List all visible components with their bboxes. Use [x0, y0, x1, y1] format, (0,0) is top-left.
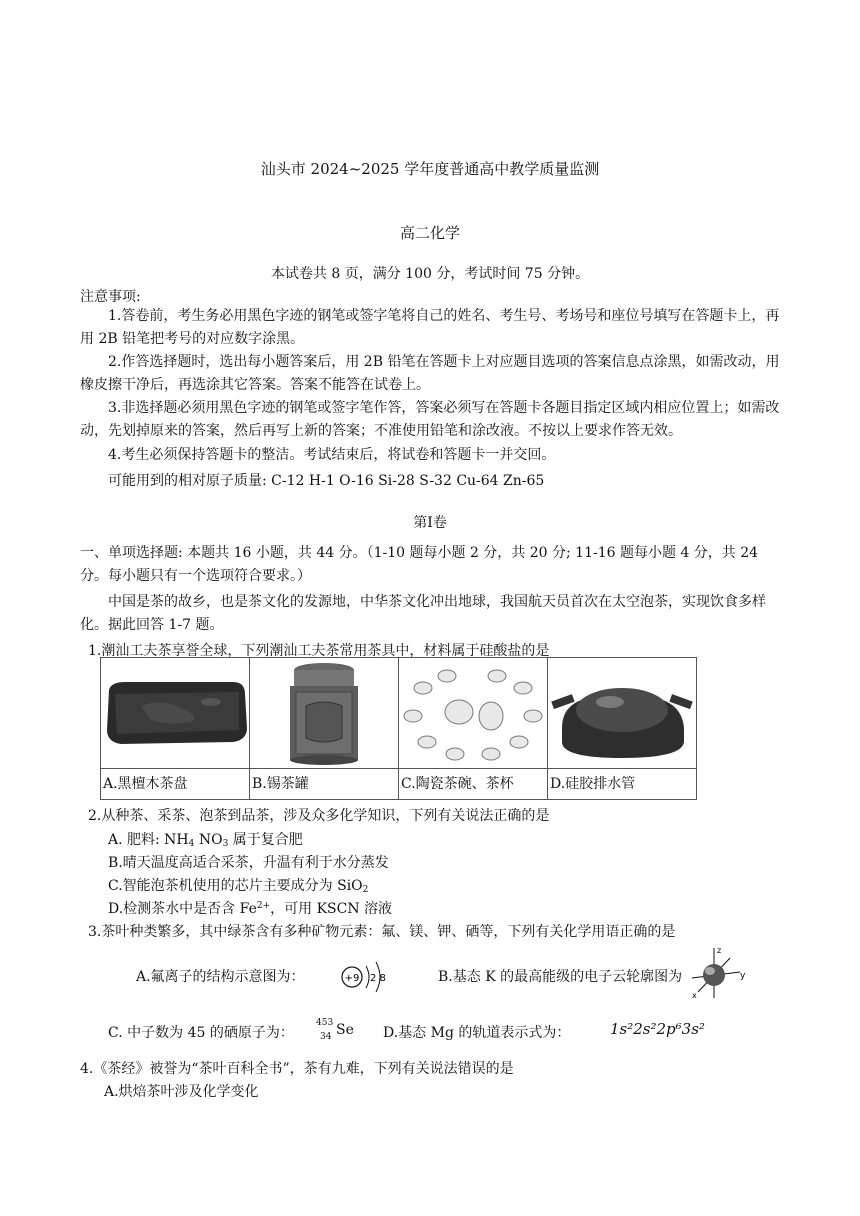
q4-stem: 4.《茶经》被誉为“茶叶百科全书”，茶有九难，下列有关说法错误的是	[80, 1061, 514, 1077]
atom-shells-label: 2 8	[370, 973, 386, 984]
exam-info: 本试卷共 8 页，满分 100 分，考试时间 75 分钟。	[270, 266, 590, 282]
q1-option-b-label: B.锡茶罐	[250, 768, 398, 799]
isotope-mass: 453	[316, 1018, 334, 1028]
q2-option-b: B.晴天温度高适合采茶，升温有利于水分蒸发	[108, 855, 389, 871]
tin-canister-image	[250, 658, 398, 768]
atomic-masses: 可能用到的相对原子质量: C-12 H-1 O-16 Si-28 S-32 Cu-64 Zn-65	[108, 473, 545, 489]
q3-option-a: A.氟离子的结构示意图为：	[136, 969, 305, 985]
q3-option-d: D.基态 Mg 的轨道表示式为：	[383, 1025, 571, 1041]
q3-option-b: B.基态 K 的最高能级的电子云轮廓图为	[438, 969, 683, 985]
q4-option-a: A.烘焙茶叶涉及化学变化	[104, 1084, 259, 1100]
q1-option-d	[548, 658, 697, 800]
q2-option-d-sup: 2+	[256, 901, 271, 911]
section-intro: 中国是茶的故乡，也是茶文化的发源地，中华茶文化冲出地球，我国航天员首次在太空泡茶，实现饮食多样化。据此回答 1-7 题。	[80, 594, 766, 633]
ceramic-teaset-image	[399, 658, 547, 768]
axis-x-label: x	[692, 991, 697, 1000]
section-instructions: 一、单项选择题: 本题共 16 小题，共 44 分。（1-10 题每小题 2 分，共 20 分; 11-16 题每小题 4 分，共 24 分。每小题只有一个选项符合要求。）	[80, 545, 759, 584]
q2-option-a	[108, 829, 303, 849]
note-2: 2.作答选择题时，选出每小题答案后，用 2B 铅笔在答题卡上对应题目选项的答案信息点涂黑，如需改动，用橡皮擦干净后，再选涂其它答案。答案不能答在试卷上。	[80, 354, 780, 393]
q3-stem: 3.茶叶种类繁多，其中绿茶含有多种矿物元素：氟、镁、钾、硒等，下列有关化学用语正确的是	[88, 924, 676, 940]
isotope-number: 34	[320, 1032, 332, 1042]
q2-option-a-post: 属于复合肥	[228, 832, 303, 848]
exam-title: 汕头市 2024~2025 学年度普通高中教学质量监测	[260, 160, 600, 178]
note-3: 3.非选择题必须用黑色字迹的钢笔或签字笔作答，答案必须写在答题卡各题目指定区域内相应位置上；如需改动，先划掉原来的答案，然后再写上新的答案；不准使用铅笔和涂改液。不按以上要求作答无效。	[80, 400, 780, 439]
q2-option-d	[108, 898, 392, 918]
q2-option-c	[108, 875, 368, 895]
subject-title: 高二化学	[399, 224, 460, 242]
note-4: 4.考生必须保持答题卡的整洁。考试结束后，将试卷和答题卡一并交回。	[108, 447, 556, 463]
mg-electron-config: 1s²2s²2p⁶3s²	[610, 1020, 705, 1038]
q1-option-a-label: A.黑檀木茶盘	[101, 768, 249, 799]
q2-option-a-mid: NO	[194, 832, 223, 848]
note-1: 1.答卷前，考生务必用黑色字迹的钢笔或签字笔将自己的姓名、考生号、考场号和座位号填写在答题卡上，再用 2B 铅笔把考号的对应数字涂黑。	[80, 308, 780, 347]
q2-option-c-text: C.智能泡茶机使用的芯片主要成分为 SiO	[108, 878, 363, 894]
q1-option-a	[101, 658, 250, 800]
q2-option-a-sub2: 3	[222, 839, 229, 849]
q1-option-c-label: C.陶瓷茶碗、茶杯	[399, 768, 547, 799]
q2-option-a-sub1: 4	[188, 839, 195, 849]
atom-nucleus-label: +9	[344, 973, 360, 984]
axis-y-label: y	[740, 971, 746, 981]
q2-option-d-text: D.检测茶水中是否含 Fe	[108, 901, 257, 917]
axis-z-label: z	[717, 946, 722, 955]
q1-option-b	[250, 658, 399, 800]
q1-option-c	[399, 658, 548, 800]
q2-option-c-sub: 2	[362, 885, 369, 895]
q2-option-d-post: ，可用 KSCN 溶液	[270, 901, 393, 917]
q1-stem: 1.潮汕工夫茶享誉全球，下列潮汕工夫茶常用茶具中，材料属于硅酸盐的是	[88, 643, 550, 659]
q3-option-c: C. 中子数为 45 的硒原子为：	[108, 1025, 294, 1041]
isotope-symbol: Se	[336, 1022, 354, 1038]
fluoride-ion-diagram	[336, 958, 396, 996]
silicone-drain-image	[548, 658, 696, 768]
section-title: 第Ⅰ卷	[413, 515, 447, 531]
orbital-diagram	[686, 944, 750, 1002]
tea-tray-image	[101, 658, 249, 768]
q1-option-d-label: D.硅胶排水管	[548, 768, 696, 799]
notes-heading: 注意事项:	[80, 289, 141, 305]
q2-stem: 2.从种茶、采茶、泡茶到品茶，涉及众多化学知识，下列有关说法正确的是	[88, 808, 550, 824]
q1-options-table	[100, 657, 697, 800]
q2-option-a-text: A. 肥料: NH	[108, 832, 189, 848]
